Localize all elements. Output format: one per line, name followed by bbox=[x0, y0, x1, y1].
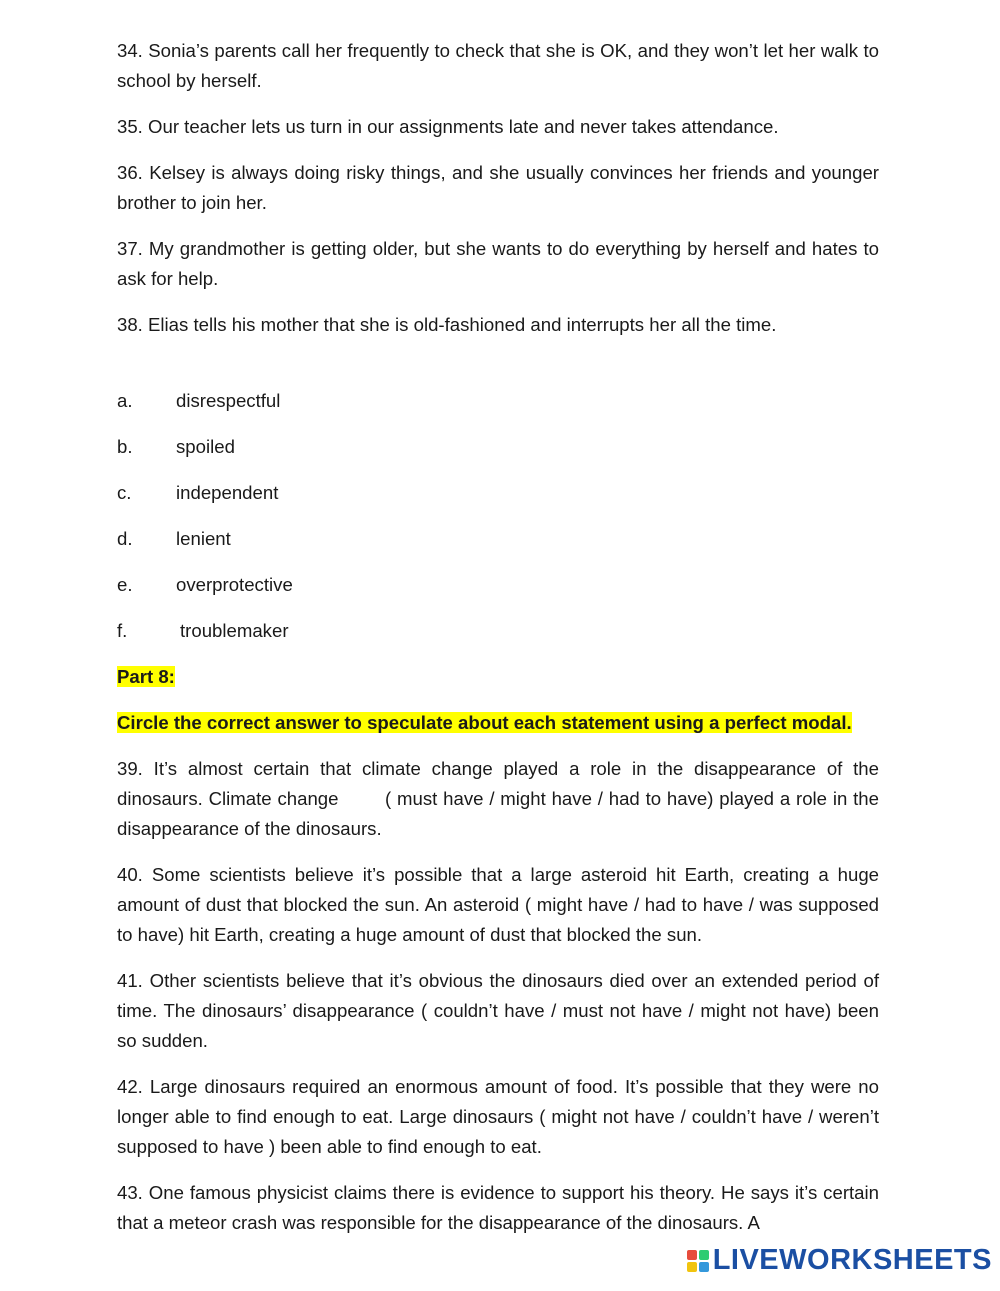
question-40: 40. Some scientists believe it’s possible that a large asteroid hit Earth, creating a huge amount of dust that blocked the sun. An asteroid ( might have / had to have / was supposed to have) hit Earth, creating a huge amount of dust that blocked the sun. bbox=[117, 864, 879, 945]
question-34: 34. Sonia’s parents call her frequently to check that she is OK, and they won’t let her walk to school by herself. bbox=[117, 40, 879, 91]
option-letter: a. bbox=[117, 390, 133, 411]
option-word: independent bbox=[176, 482, 279, 503]
option-word: troublemaker bbox=[180, 620, 289, 641]
option-b bbox=[117, 432, 879, 462]
option-letter: b. bbox=[117, 436, 133, 457]
logo-block-red bbox=[687, 1250, 697, 1260]
question-38: 38. Elias tells his mother that she is old-fashioned and interrupts her all the time. bbox=[117, 314, 777, 335]
option-c bbox=[117, 478, 879, 508]
logo-block-green bbox=[699, 1250, 709, 1260]
option-letter: d. bbox=[117, 528, 133, 549]
option-word: lenient bbox=[176, 528, 231, 549]
logo-block-yellow bbox=[687, 1262, 697, 1272]
logo-block-blue bbox=[699, 1262, 709, 1272]
option-letter: f. bbox=[117, 620, 128, 641]
worksheet-page bbox=[117, 36, 885, 1254]
option-letter: c. bbox=[117, 482, 132, 503]
part8-instruction: Circle the correct answer to speculate about each statement using a perfect modal. bbox=[117, 712, 852, 733]
option-word: disrespectful bbox=[176, 390, 281, 411]
option-f bbox=[117, 616, 879, 646]
option-word: overprotective bbox=[176, 574, 293, 595]
question-36: 36. Kelsey is always doing risky things, and she usually convinces her friends and younger brother to join her. bbox=[117, 162, 879, 213]
part8-heading-line bbox=[117, 662, 879, 692]
question-37: 37. My grandmother is getting older, but she wants to do everything by herself and hates to ask for help. bbox=[117, 238, 879, 289]
question-42: 42. Large dinosaurs required an enormous amount of food. It’s possible that they were no longer able to find enough to eat. Large dinosaurs ( might not have / couldn’t have / weren’t supposed to have ) been able to find enough to eat. bbox=[117, 1076, 879, 1157]
option-a bbox=[117, 386, 879, 416]
option-e bbox=[117, 570, 879, 600]
question-43: 43. One famous physicist claims there is evidence to support his theory. He says it’s certain that a meteor crash was responsible for the disappearance of the dinosaurs. A bbox=[117, 1182, 879, 1233]
liveworksheets-logo bbox=[687, 1244, 992, 1277]
option-letter: e. bbox=[117, 574, 133, 595]
question-35: 35. Our teacher lets us turn in our assignments late and never takes attendance. bbox=[117, 116, 779, 137]
part8-instruction-line bbox=[117, 708, 879, 738]
question-39: 39. It’s almost certain that climate change played a role in the disappearance of the dinosaurs. Climate change ( must have / might have / had to have) played a role in the disappearance of the dinosaurs. bbox=[117, 758, 885, 839]
logo-blocks-icon bbox=[687, 1250, 709, 1272]
option-word: spoiled bbox=[176, 436, 235, 457]
part8-heading: Part 8: bbox=[117, 666, 175, 687]
option-d bbox=[117, 524, 879, 554]
question-41: 41. Other scientists believe that it’s obvious the dinosaurs died over an extended period of time. The dinosaurs’ disappearance ( couldn’t have / must not have / might not have) been so sudden. bbox=[117, 970, 879, 1051]
logo-text: LIVEWORKSHEETS bbox=[712, 1244, 992, 1276]
